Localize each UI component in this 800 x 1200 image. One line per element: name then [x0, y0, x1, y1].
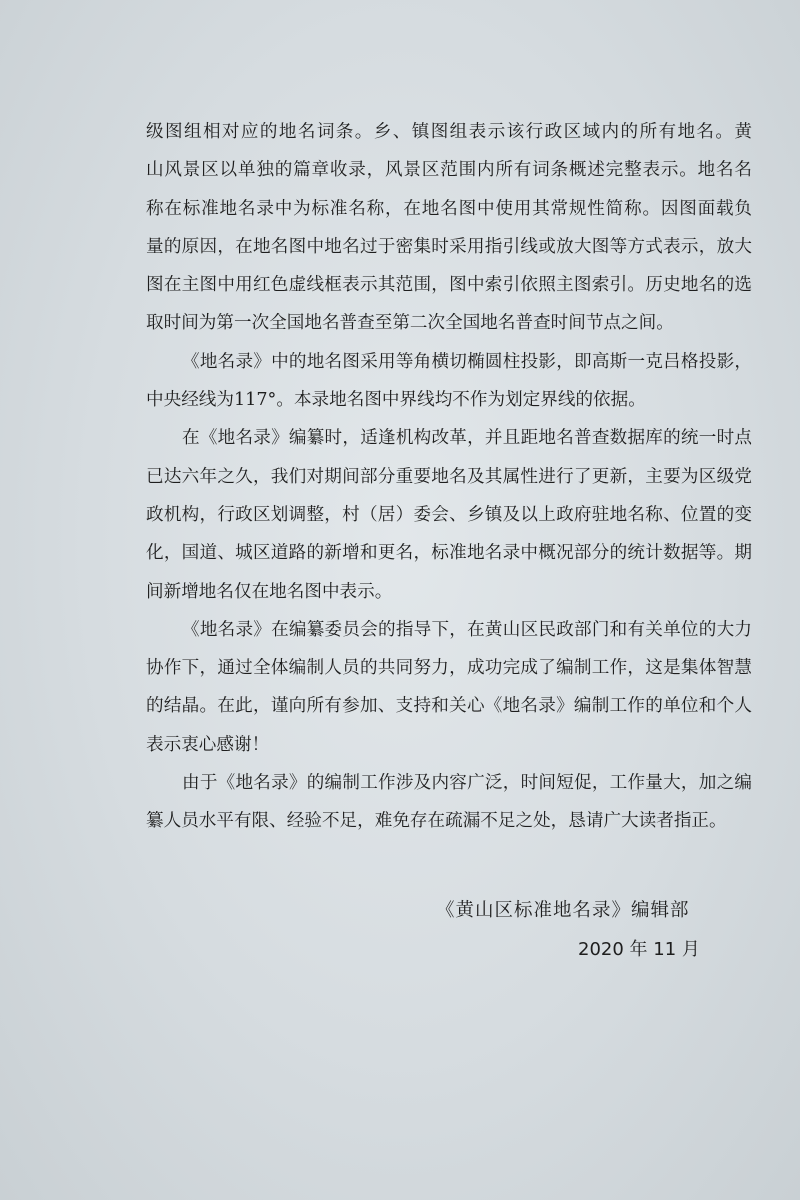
publication-date: 2020 年 11 月 — [578, 939, 700, 960]
text-line: 化，国道、城区道路的新增和更名，标准地名录中概况部分的统计数据等。期 — [146, 543, 752, 564]
text-line: 表示衷心感谢！ — [146, 734, 270, 755]
paragraph — [146, 764, 752, 841]
text-line: 级图组相对应的地名词条。乡、镇图组表示该行政区域内的所有地名。黄 — [146, 122, 752, 142]
paragraph — [146, 611, 752, 764]
text-line: 山风景区以单独的篇章收录，风景区范围内所有词条概述完整表示。地名名 — [146, 160, 752, 181]
text-line: 量的原因，在地名图中地名过于密集时采用指引线或放大图等方式表示，放大 — [146, 236, 752, 257]
text-line: 政机构，行政区划调整，村（居）委会、乡镇及以上政府驻地名称、位置的变 — [146, 504, 752, 525]
text-line: 中央经线为117°。本录地名图中界线均不作为划定界线的依据。 — [146, 390, 646, 411]
text-line: 协作下，通过全体编制人员的共同努力，成功完成了编制工作，这是集体智慧 — [146, 658, 752, 679]
paragraph — [146, 113, 752, 343]
text-line: 在《地名录》编纂时，适逢机构改革，并且距地名普查数据库的统一时点 — [182, 428, 752, 449]
text-line: 《地名录》在编纂委员会的指导下，在黄山区民政部门和有关单位的大力 — [182, 619, 752, 640]
text-line: 纂人员水平有限、经验不足，难免存在疏漏不足之处，恳请广大读者指正。 — [146, 811, 727, 832]
editorial-signature: 《黄山区标准地名录》编辑部 — [436, 900, 690, 921]
text-line: 称在标准地名录中为标准名称，在地名图中使用其常规性简称。因图面载负 — [146, 198, 752, 219]
text-line: 《地名录》中的地名图采用等角横切椭圆柱投影，即高斯一克吕格投影， — [182, 351, 752, 372]
document-body — [146, 113, 752, 841]
text-line: 由于《地名录》的编制工作涉及内容广泛，时间短促，工作量大，加之编 — [182, 773, 752, 794]
paragraph — [146, 419, 752, 610]
text-line: 的结晶。在此，谨向所有参加、支持和关心《地名录》编制工作的单位和个人 — [146, 696, 752, 717]
text-line: 间新增地名仅在地名图中表示。 — [146, 581, 393, 602]
paragraph — [146, 343, 752, 420]
text-line: 图在主图中用红色虚线框表示其范围，图中索引依照主图索引。历史地名的选 — [146, 275, 752, 296]
text-line: 已达六年之久，我们对期间部分重要地名及其属性进行了更新，主要为区级党 — [146, 466, 752, 487]
text-line: 取时间为第一次全国地名普查至第二次全国地名普查时间节点之间。 — [146, 313, 674, 334]
